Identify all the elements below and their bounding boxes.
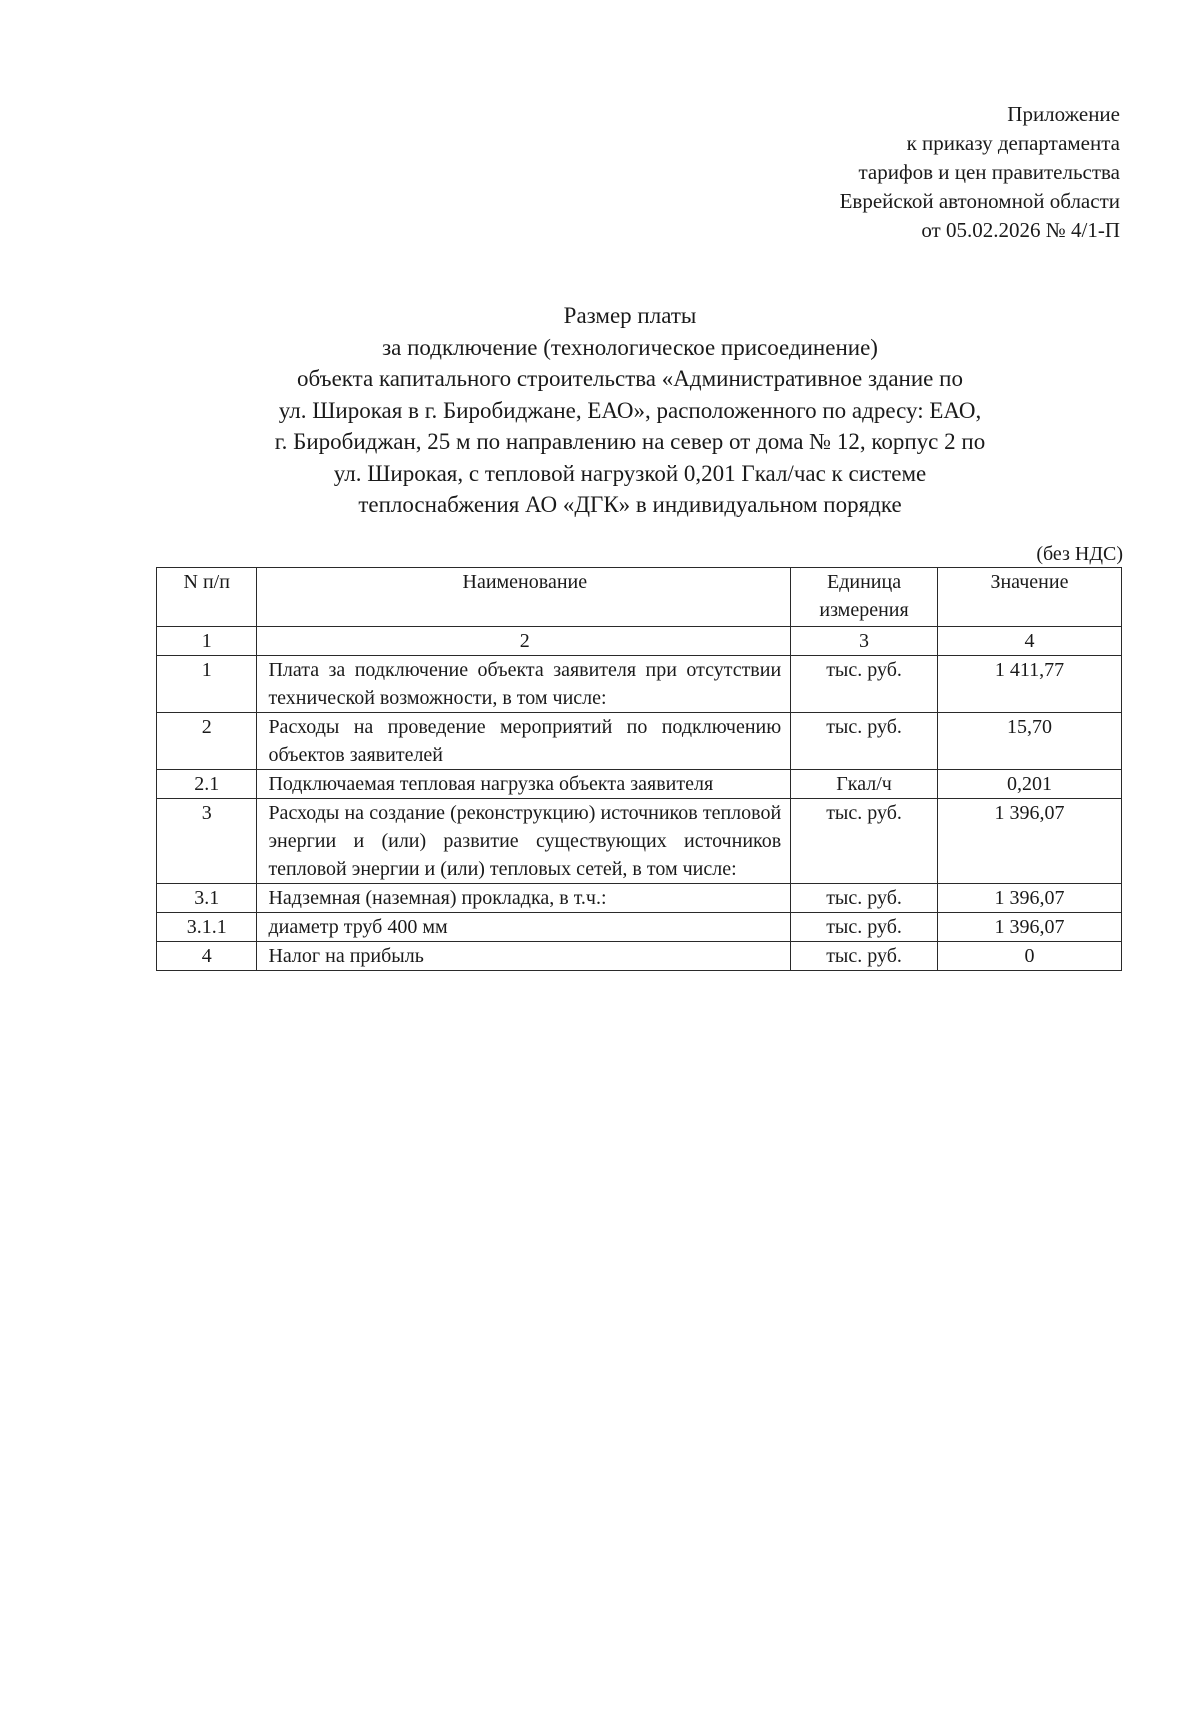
row-num: 1	[157, 656, 257, 713]
row-name: Налог на прибыль	[257, 942, 791, 971]
title-line: ул. Широкая в г. Биробиджане, ЕАО», расположенного по адресу: ЕАО,	[278, 397, 982, 423]
column-number: 4	[937, 627, 1121, 656]
row-name: Плата за подключение объекта заявителя при отсутствии технической возможности, в том числе:	[257, 656, 791, 713]
title-line: теплоснабжения АО «ДГК» в индивидуальном порядке	[358, 492, 902, 517]
row-name: Расходы на проведение мероприятий по подключению объектов заявителей	[257, 713, 791, 770]
table-row	[157, 770, 1122, 799]
appendix-order-line: от 05.02.2026 № 4/1-П	[921, 218, 1120, 242]
row-name: Надземная (наземная) прокладка, в т.ч.:	[257, 884, 791, 913]
row-unit: тыс. руб.	[791, 656, 938, 713]
row-name: Подключаемая тепловая нагрузка объекта заявителя	[257, 770, 791, 799]
title-line: за подключение (технологическое присоединение)	[382, 334, 878, 360]
row-value: 0,201	[937, 770, 1121, 799]
column-number: 3	[791, 627, 938, 656]
row-value: 0	[937, 942, 1121, 971]
row-num: 3.1.1	[157, 913, 257, 942]
column-numbering-row	[157, 627, 1122, 656]
appendix-block	[840, 100, 1120, 245]
table-row	[157, 913, 1122, 942]
row-num: 2	[157, 713, 257, 770]
appendix-line: тарифов и цен правительства	[858, 160, 1120, 184]
row-unit: Гкал/ч	[791, 770, 938, 799]
table-row	[157, 799, 1122, 884]
row-value: 1 396,07	[937, 884, 1121, 913]
column-number: 2	[257, 627, 791, 656]
title-line: объекта капитального строительства «Административное здание по	[297, 366, 963, 391]
column-number: 1	[157, 627, 257, 656]
table-row	[157, 942, 1122, 971]
header-unit: Единица измерения	[791, 568, 938, 627]
table-row	[157, 656, 1122, 713]
table-row	[157, 713, 1122, 770]
document-title	[140, 300, 1120, 521]
appendix-line: Еврейской автономной области	[839, 189, 1120, 213]
row-num: 4	[157, 942, 257, 971]
row-value: 1 396,07	[937, 913, 1121, 942]
row-name: диаметр труб 400 мм	[257, 913, 791, 942]
title-line: ул. Широкая, с тепловой нагрузкой 0,201 Гкал/час к системе	[333, 460, 927, 486]
header-name: Наименование	[257, 568, 791, 627]
row-name: Расходы на создание (реконструкцию) источников тепловой энергии и (или) развитие существующих источников тепловой энергии и (или) тепловых сетей, в том числе:	[257, 799, 791, 884]
header-num: N п/п	[157, 568, 257, 627]
row-num: 3.1	[157, 884, 257, 913]
table-row	[157, 884, 1122, 913]
row-unit: тыс. руб.	[791, 799, 938, 884]
row-unit: тыс. руб.	[791, 713, 938, 770]
appendix-line: к приказу департамента	[906, 131, 1120, 155]
row-num: 2.1	[157, 770, 257, 799]
row-value: 15,70	[937, 713, 1121, 770]
row-value: 1 411,77	[937, 656, 1121, 713]
row-value: 1 396,07	[937, 799, 1121, 884]
appendix-line: Приложение	[1007, 102, 1120, 126]
row-unit: тыс. руб.	[791, 913, 938, 942]
row-num: 3	[157, 799, 257, 884]
title-line: г. Биробиджан, 25 м по направлению на север от дома № 12, корпус 2 по	[274, 429, 986, 454]
fee-table	[156, 567, 1122, 971]
header-value: Значение	[937, 568, 1121, 627]
row-unit: тыс. руб.	[791, 884, 938, 913]
title-line: Размер платы	[563, 303, 697, 328]
row-unit: тыс. руб.	[791, 942, 938, 971]
table-header-row	[157, 568, 1122, 627]
vat-note: (без НДС)	[1036, 543, 1123, 565]
